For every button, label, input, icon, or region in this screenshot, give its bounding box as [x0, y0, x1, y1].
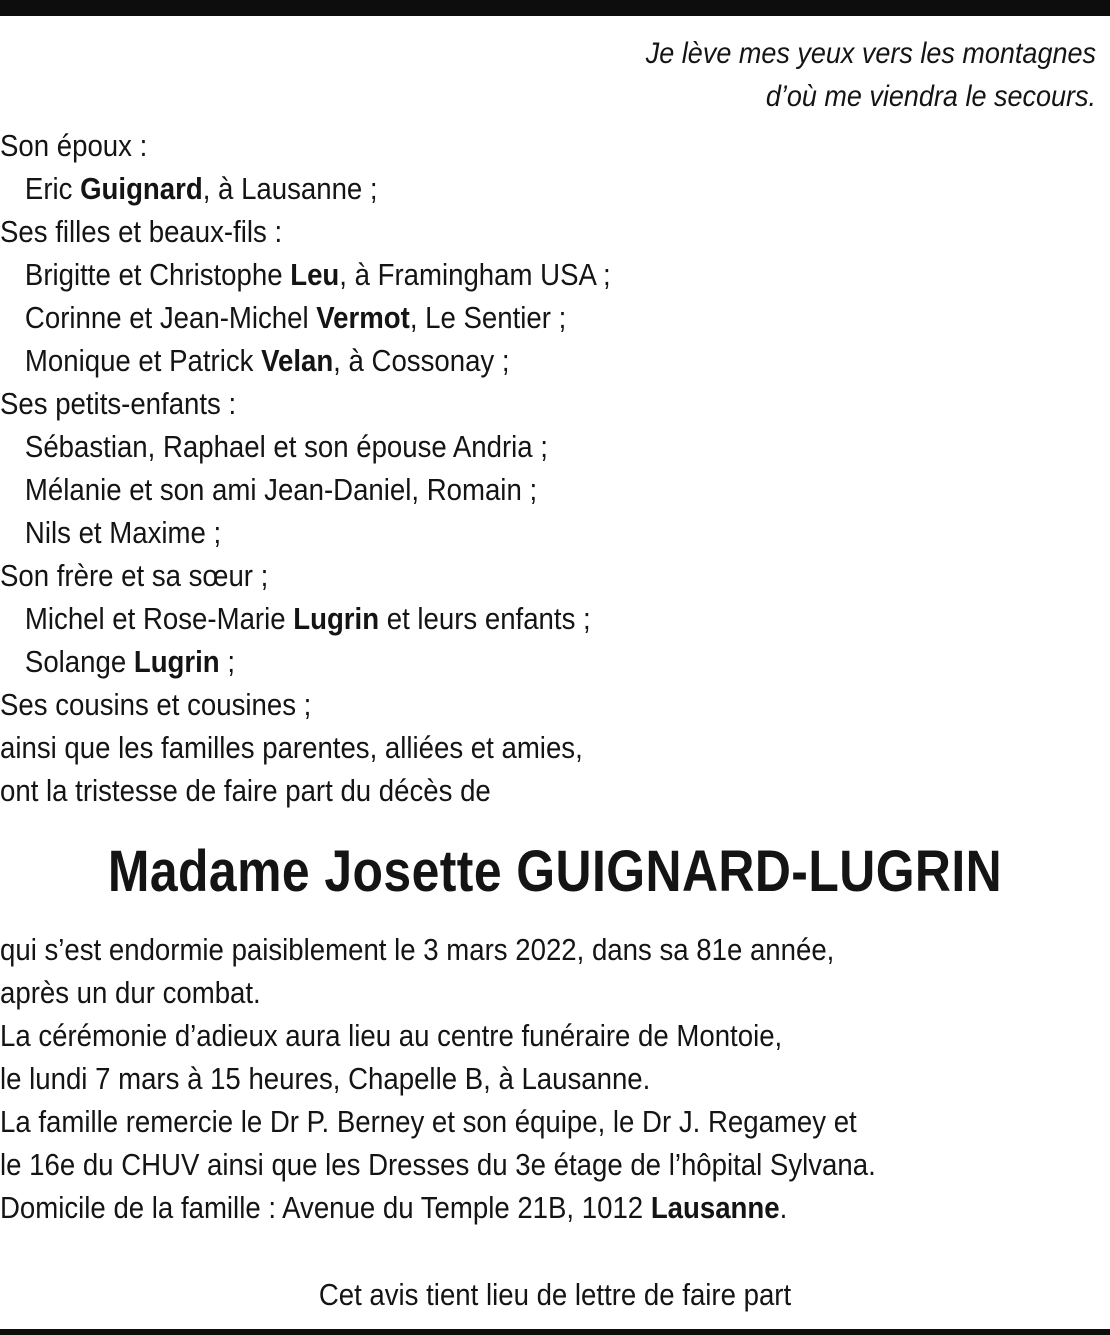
epigraph-line-2: d’où me viendra le secours. — [765, 80, 1096, 113]
family-surname: Lugrin — [133, 644, 220, 679]
family-member: Sébastian, Raphael et son épouse Andria ; — [24, 429, 548, 464]
detail-line: après un dur combat. — [0, 975, 261, 1010]
detail-line: le 16e du CHUV ainsi que les Dresses du 3e étage de l’hôpital Sylvana. — [0, 1147, 876, 1182]
family-surname: Leu — [290, 257, 340, 292]
daughters-heading: Ses filles et beaux-fils : — [0, 214, 283, 249]
family-member: Solange Lugrin ; — [24, 644, 236, 679]
family-member: Mélanie et son ami Jean-Daniel, Romain ; — [24, 472, 538, 507]
epigraph-line-1: Je lève mes yeux vers les montagnes — [645, 37, 1096, 70]
grandchildren-heading: Ses petits-enfants : — [0, 386, 237, 421]
family-member: Nils et Maxime ; — [24, 515, 222, 550]
announcement-details — [0, 928, 1104, 1229]
family-member: Brigitte et Christophe Leu, à Framingham USA ; — [24, 257, 611, 292]
bottom-border — [0, 1329, 1110, 1335]
footer-note: Cet avis tient lieu de lettre de faire part — [318, 1277, 792, 1312]
family-surname: Guignard — [80, 171, 203, 206]
spouse-heading: Son époux : — [0, 128, 148, 163]
detail-line: La cérémonie d’adieux aura lieu au centre funéraire de Montoie, — [0, 1018, 783, 1053]
address-city: Lausanne — [650, 1190, 780, 1225]
detail-line: La famille remercie le Dr P. Berney et son équipe, le Dr J. Regamey et — [0, 1104, 857, 1139]
family-surname: Lugrin — [293, 601, 380, 636]
family-address: Domicile de la famille : Avenue du Temple 21B, 1012 Lausanne. — [0, 1190, 788, 1225]
family-surname: Velan — [261, 343, 334, 378]
detail-line: qui s’est endormie paisiblement le 3 mars 2022, dans sa 81e année, — [0, 932, 835, 967]
epigraph-quote — [466, 32, 1096, 118]
family-member: Michel et Rose-Marie Lugrin et leurs enfants ; — [24, 601, 591, 636]
family-list — [0, 124, 1104, 812]
detail-line: le lundi 7 mars à 15 heures, Chapelle B, à Lausanne. — [0, 1061, 651, 1096]
family-member: Monique et Patrick Velan, à Cossonay ; — [24, 343, 510, 378]
family-surname: Vermot — [316, 300, 410, 335]
family-member: Corinne et Jean-Michel Vermot, Le Sentier ; — [24, 300, 567, 335]
family-member: Eric Guignard, à Lausanne ; — [24, 171, 378, 206]
closing-line: ainsi que les familles parentes, alliées et amies, — [0, 730, 583, 765]
siblings-heading: Son frère et sa sœur ; — [0, 558, 269, 593]
closing-line: ont la tristesse de faire part du décès de — [0, 773, 491, 808]
closing-line: Ses cousins et cousines ; — [0, 687, 312, 722]
top-border — [0, 0, 1110, 16]
deceased-name: Madame Josette GUIGNARD-LUGRIN — [107, 839, 1003, 904]
